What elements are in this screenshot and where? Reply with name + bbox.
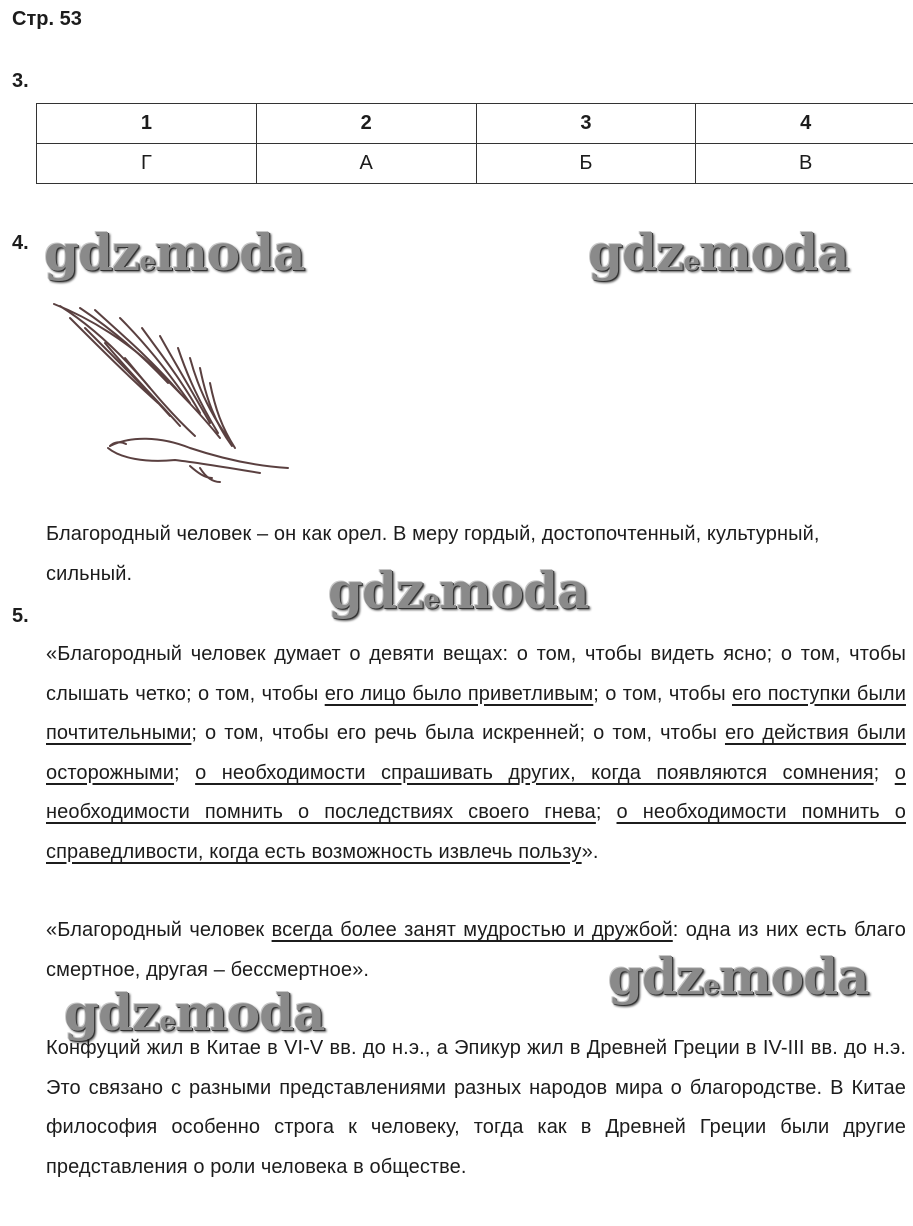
watermark-dot: e	[159, 1007, 175, 1037]
watermark-text: gdz	[608, 947, 704, 1006]
answer-table	[36, 103, 913, 184]
watermark-text: moda	[698, 223, 849, 282]
watermark-text: gdz	[44, 223, 140, 282]
quote-text: ».	[581, 840, 599, 863]
underlined-phrase: о необходимости помнить о последствиях своего гнева	[46, 761, 906, 823]
watermark	[608, 947, 869, 1006]
table-header-row	[37, 104, 913, 144]
quote-confucius	[46, 635, 906, 872]
watermark-dot: e	[683, 247, 699, 277]
watermark-text: gdz	[328, 561, 424, 620]
watermark-text: moda	[174, 983, 325, 1042]
page-label: Стр. 53	[12, 8, 82, 30]
watermark-text: gdz	[64, 983, 160, 1042]
watermark-text: gdz	[588, 223, 684, 282]
task-4-text: Благородный человек – он как орел. В меру гордый, достопочтенный, культурный, сильный.	[46, 523, 820, 585]
watermark	[44, 223, 305, 282]
watermark-text: moda	[438, 561, 589, 620]
eagle-drawing	[50, 298, 295, 488]
task-5-number: 5.	[12, 605, 29, 627]
watermark-dot: e	[423, 585, 439, 615]
watermark-dot: e	[703, 971, 719, 1001]
quote-text: ;	[174, 761, 196, 784]
quote-text: : одна из них есть благо смертное, другая – бессмертное».	[46, 919, 906, 981]
quote-text: «Благородный человек думает о девяти вещах: о том, чтобы видеть ясно; о том, чтобы слышать четко; о том, чтобы	[46, 643, 906, 705]
eagle-icon	[50, 298, 295, 488]
watermark-text: moda	[154, 223, 305, 282]
quote-text: «Благородный человек	[46, 919, 272, 941]
task-4-number: 4.	[12, 232, 29, 254]
underlined-phrase: о необходимости спрашивать других, когда появляются сомнения	[195, 761, 874, 784]
table-answer-row	[37, 144, 913, 184]
table-cell: Г	[37, 144, 257, 184]
table-header-cell: 1	[37, 104, 257, 144]
table-header-cell: 3	[476, 104, 696, 144]
quote-text: ; о том, чтобы его речь была искренней; о том, чтобы	[191, 722, 725, 744]
watermark-text: moda	[718, 947, 869, 1006]
underlined-phrase: его действия были осторожными	[46, 722, 906, 784]
table-header-cell: 4	[696, 104, 913, 144]
quote-text: ;	[873, 761, 895, 784]
underlined-phrase: о необходимости помнить о справедливости, когда есть возможность извлечь пользу	[46, 801, 906, 863]
quote-text: ; о том, чтобы	[593, 682, 732, 705]
watermark	[588, 223, 849, 282]
underlined-phrase: его поступки были почтительными	[46, 682, 906, 744]
watermark	[328, 561, 589, 620]
table-cell: В	[696, 144, 913, 184]
table-cell: А	[256, 144, 476, 184]
watermark-dot: e	[139, 247, 155, 277]
task-5-conclusion: Конфуций жил в Китае в VI-V вв. до н.э., а Эпикур жил в Древней Греции в IV-III вв. до н.э. Это связано с разными представлениями разных народов мира о благородстве. В Китае философия особенно строга к человеку, тогда как в Древней Греции были другие представления о роли человека в обществе.	[46, 1037, 906, 1178]
table-cell: Б	[476, 144, 696, 184]
quote-text: ;	[595, 801, 617, 823]
task-3-number: 3.	[12, 70, 29, 92]
underlined-phrase: его лицо было приветливым	[324, 682, 594, 705]
underlined-phrase: всегда более занят мудростью и дружбой	[271, 919, 673, 941]
table-header-cell: 2	[256, 104, 476, 144]
